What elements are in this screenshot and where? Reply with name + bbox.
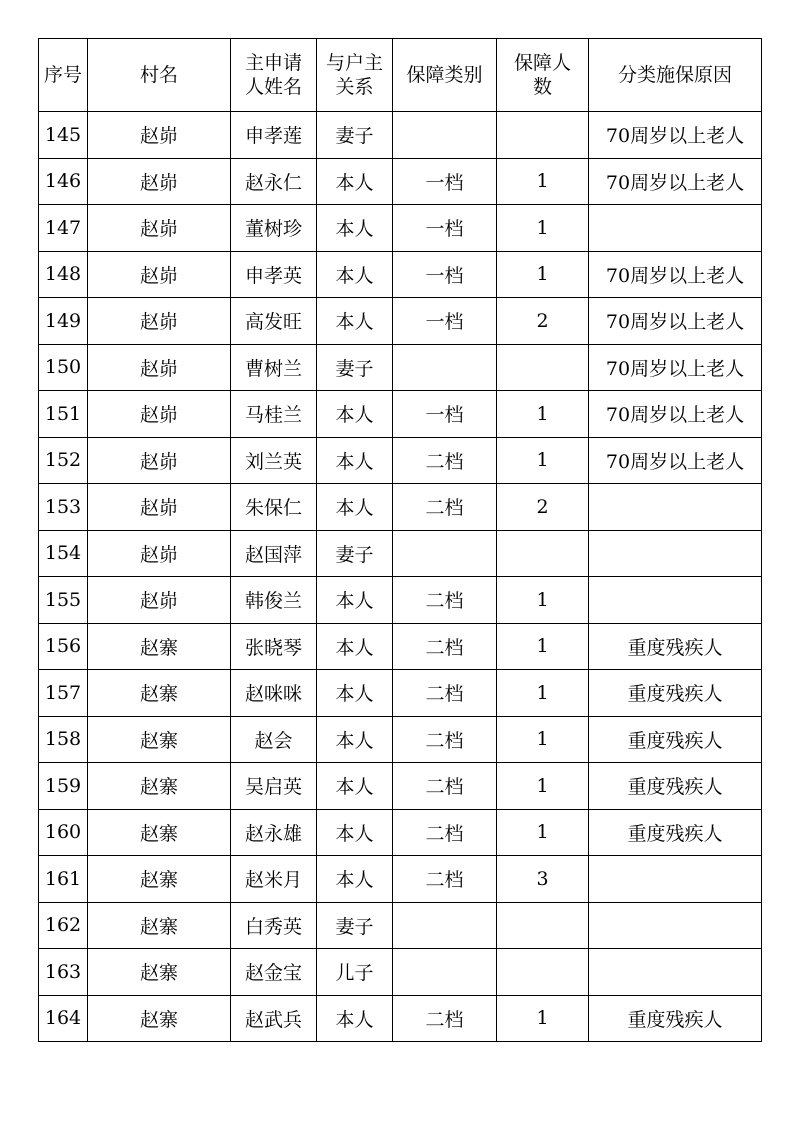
cell-count: 3 xyxy=(497,856,589,903)
cell-reason xyxy=(589,577,762,624)
cell-village: 赵寨 xyxy=(88,623,231,670)
cell-applicant-name: 张晓琴 xyxy=(231,623,317,670)
table-row xyxy=(39,298,762,345)
cell-relation: 儿子 xyxy=(317,949,393,996)
cell-category: 二档 xyxy=(393,623,497,670)
cell-applicant-name: 赵永仁 xyxy=(231,158,317,205)
cell-seq: 154 xyxy=(39,530,88,577)
header-seq: 序号 xyxy=(39,39,88,112)
cell-category: 二档 xyxy=(393,484,497,531)
header-reason: 分类施保原因 xyxy=(589,39,762,112)
cell-category: 二档 xyxy=(393,437,497,484)
assistance-roster-table xyxy=(38,38,762,1042)
cell-category: 二档 xyxy=(393,670,497,717)
table-row xyxy=(39,623,762,670)
header-relation xyxy=(317,39,393,112)
table-row xyxy=(39,391,762,438)
cell-village: 赵寨 xyxy=(88,856,231,903)
cell-applicant-name: 白秀英 xyxy=(231,902,317,949)
cell-applicant-name: 高发旺 xyxy=(231,298,317,345)
cell-count: 1 xyxy=(497,437,589,484)
cell-reason: 70周岁以上老人 xyxy=(589,391,762,438)
cell-village: 赵寨 xyxy=(88,716,231,763)
cell-applicant-name: 赵会 xyxy=(231,716,317,763)
cell-reason xyxy=(589,949,762,996)
cell-category xyxy=(393,112,497,159)
table-row xyxy=(39,484,762,531)
cell-relation: 本人 xyxy=(317,763,393,810)
cell-count xyxy=(497,902,589,949)
cell-village: 赵峁 xyxy=(88,298,231,345)
cell-seq: 151 xyxy=(39,391,88,438)
cell-reason: 重度残疾人 xyxy=(589,716,762,763)
table-row xyxy=(39,716,762,763)
cell-applicant-name: 赵永雄 xyxy=(231,809,317,856)
cell-relation: 本人 xyxy=(317,623,393,670)
cell-relation: 妻子 xyxy=(317,530,393,577)
cell-seq: 153 xyxy=(39,484,88,531)
cell-village: 赵寨 xyxy=(88,949,231,996)
table-row xyxy=(39,205,762,252)
cell-relation: 妻子 xyxy=(317,344,393,391)
cell-applicant-name: 刘兰英 xyxy=(231,437,317,484)
cell-count xyxy=(497,530,589,577)
cell-seq: 150 xyxy=(39,344,88,391)
cell-applicant-name: 申孝英 xyxy=(231,251,317,298)
cell-village: 赵峁 xyxy=(88,112,231,159)
cell-reason: 重度残疾人 xyxy=(589,623,762,670)
cell-reason: 70周岁以上老人 xyxy=(589,437,762,484)
cell-seq: 161 xyxy=(39,856,88,903)
header-count xyxy=(497,39,589,112)
cell-applicant-name: 赵国萍 xyxy=(231,530,317,577)
header-applicant xyxy=(231,39,317,112)
cell-applicant-name: 赵咪咪 xyxy=(231,670,317,717)
roster-body xyxy=(39,112,762,1042)
cell-seq: 162 xyxy=(39,902,88,949)
cell-count: 1 xyxy=(497,205,589,252)
table-row xyxy=(39,949,762,996)
cell-category: 一档 xyxy=(393,251,497,298)
cell-village: 赵峁 xyxy=(88,344,231,391)
cell-applicant-name: 朱保仁 xyxy=(231,484,317,531)
cell-count xyxy=(497,112,589,159)
cell-count xyxy=(497,344,589,391)
cell-count: 2 xyxy=(497,298,589,345)
cell-count: 1 xyxy=(497,623,589,670)
cell-relation: 妻子 xyxy=(317,902,393,949)
cell-seq: 152 xyxy=(39,437,88,484)
table-row xyxy=(39,763,762,810)
cell-count: 1 xyxy=(497,763,589,810)
cell-applicant-name: 韩俊兰 xyxy=(231,577,317,624)
cell-village: 赵峁 xyxy=(88,391,231,438)
table-row xyxy=(39,251,762,298)
header-count-line1: 保障人 xyxy=(513,52,571,74)
cell-seq: 155 xyxy=(39,577,88,624)
table-row xyxy=(39,344,762,391)
header-applicant-line2: 人姓名 xyxy=(244,76,302,98)
cell-relation: 本人 xyxy=(317,158,393,205)
cell-applicant-name: 申孝莲 xyxy=(231,112,317,159)
cell-reason xyxy=(589,856,762,903)
cell-relation: 本人 xyxy=(317,995,393,1042)
cell-village: 赵寨 xyxy=(88,902,231,949)
cell-reason: 重度残疾人 xyxy=(589,809,762,856)
cell-category: 二档 xyxy=(393,716,497,763)
cell-category xyxy=(393,949,497,996)
cell-village: 赵峁 xyxy=(88,251,231,298)
cell-village: 赵寨 xyxy=(88,763,231,810)
header-applicant-line1: 主申请 xyxy=(244,52,302,74)
cell-relation: 本人 xyxy=(317,716,393,763)
cell-category: 一档 xyxy=(393,158,497,205)
cell-reason: 70周岁以上老人 xyxy=(589,298,762,345)
cell-relation: 妻子 xyxy=(317,112,393,159)
header-category: 保障类别 xyxy=(393,39,497,112)
cell-category xyxy=(393,902,497,949)
cell-count: 1 xyxy=(497,995,589,1042)
table-row xyxy=(39,530,762,577)
table-row xyxy=(39,112,762,159)
cell-category: 二档 xyxy=(393,856,497,903)
cell-count: 1 xyxy=(497,251,589,298)
cell-category: 二档 xyxy=(393,809,497,856)
header-row xyxy=(39,39,762,112)
cell-relation: 本人 xyxy=(317,856,393,903)
cell-seq: 149 xyxy=(39,298,88,345)
cell-village: 赵峁 xyxy=(88,484,231,531)
cell-seq: 145 xyxy=(39,112,88,159)
cell-relation: 本人 xyxy=(317,298,393,345)
cell-category: 一档 xyxy=(393,205,497,252)
table-row xyxy=(39,809,762,856)
cell-category: 一档 xyxy=(393,391,497,438)
cell-applicant-name: 曹树兰 xyxy=(231,344,317,391)
header-relation-line1: 与户主 xyxy=(325,52,383,74)
cell-seq: 146 xyxy=(39,158,88,205)
cell-reason: 重度残疾人 xyxy=(589,763,762,810)
cell-reason xyxy=(589,902,762,949)
cell-seq: 163 xyxy=(39,949,88,996)
cell-seq: 159 xyxy=(39,763,88,810)
table-row xyxy=(39,856,762,903)
cell-count: 2 xyxy=(497,484,589,531)
cell-seq: 160 xyxy=(39,809,88,856)
cell-reason: 70周岁以上老人 xyxy=(589,251,762,298)
cell-relation: 本人 xyxy=(317,205,393,252)
cell-category: 二档 xyxy=(393,577,497,624)
cell-relation: 本人 xyxy=(317,577,393,624)
cell-village: 赵寨 xyxy=(88,809,231,856)
table-row xyxy=(39,902,762,949)
cell-reason: 重度残疾人 xyxy=(589,995,762,1042)
cell-seq: 157 xyxy=(39,670,88,717)
cell-applicant-name: 赵武兵 xyxy=(231,995,317,1042)
cell-village: 赵寨 xyxy=(88,670,231,717)
cell-applicant-name: 董树珍 xyxy=(231,205,317,252)
cell-reason xyxy=(589,205,762,252)
cell-relation: 本人 xyxy=(317,251,393,298)
cell-reason: 70周岁以上老人 xyxy=(589,344,762,391)
cell-relation: 本人 xyxy=(317,437,393,484)
table-row xyxy=(39,577,762,624)
table-row xyxy=(39,995,762,1042)
cell-count: 1 xyxy=(497,391,589,438)
cell-seq: 147 xyxy=(39,205,88,252)
cell-count: 1 xyxy=(497,158,589,205)
cell-count: 1 xyxy=(497,670,589,717)
cell-village: 赵峁 xyxy=(88,437,231,484)
cell-applicant-name: 马桂兰 xyxy=(231,391,317,438)
cell-village: 赵峁 xyxy=(88,577,231,624)
cell-village: 赵峁 xyxy=(88,158,231,205)
cell-relation: 本人 xyxy=(317,809,393,856)
cell-count: 1 xyxy=(497,577,589,624)
cell-category xyxy=(393,344,497,391)
cell-applicant-name: 吴启英 xyxy=(231,763,317,810)
cell-applicant-name: 赵米月 xyxy=(231,856,317,903)
cell-count: 1 xyxy=(497,809,589,856)
cell-village: 赵峁 xyxy=(88,530,231,577)
cell-seq: 164 xyxy=(39,995,88,1042)
cell-relation: 本人 xyxy=(317,391,393,438)
cell-reason: 70周岁以上老人 xyxy=(589,112,762,159)
cell-village: 赵寨 xyxy=(88,995,231,1042)
cell-category: 二档 xyxy=(393,995,497,1042)
cell-applicant-name: 赵金宝 xyxy=(231,949,317,996)
cell-relation: 本人 xyxy=(317,484,393,531)
cell-seq: 148 xyxy=(39,251,88,298)
cell-reason xyxy=(589,484,762,531)
header-relation-line2: 关系 xyxy=(335,76,374,98)
table-row xyxy=(39,158,762,205)
cell-count xyxy=(497,949,589,996)
header-count-line2: 数 xyxy=(532,76,552,98)
table-row xyxy=(39,437,762,484)
cell-category: 一档 xyxy=(393,298,497,345)
table-row xyxy=(39,670,762,717)
header-village: 村名 xyxy=(88,39,231,112)
cell-category: 二档 xyxy=(393,763,497,810)
cell-category xyxy=(393,530,497,577)
cell-village: 赵峁 xyxy=(88,205,231,252)
cell-count: 1 xyxy=(497,716,589,763)
cell-seq: 156 xyxy=(39,623,88,670)
cell-seq: 158 xyxy=(39,716,88,763)
cell-reason: 70周岁以上老人 xyxy=(589,158,762,205)
cell-reason xyxy=(589,530,762,577)
cell-relation: 本人 xyxy=(317,670,393,717)
cell-reason: 重度残疾人 xyxy=(589,670,762,717)
